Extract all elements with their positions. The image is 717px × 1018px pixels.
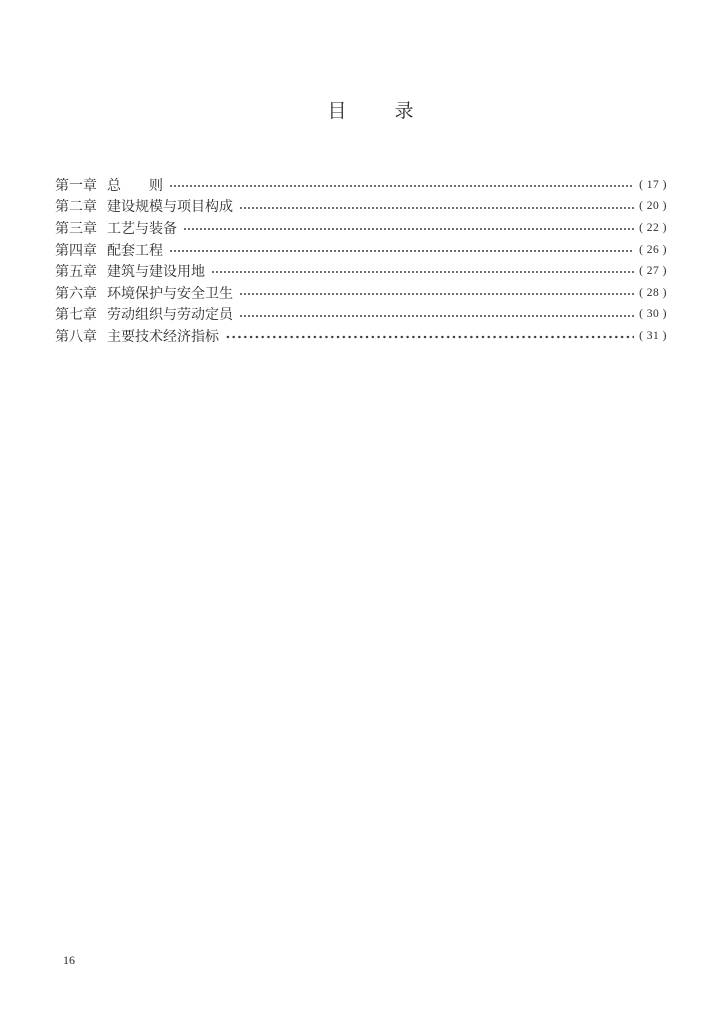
toc-entry-chapter-label: 第七章 <box>55 308 97 324</box>
toc-entry-page-number: ( 30 ) <box>639 308 667 321</box>
toc-entry <box>55 196 667 218</box>
dot-leader <box>239 196 634 218</box>
toc-entry-page-number: ( 22 ) <box>639 221 667 234</box>
toc-entry-chapter-label: 第二章 <box>55 200 97 216</box>
toc-entry-page-number: ( 27 ) <box>639 265 667 278</box>
dot-leader <box>239 282 634 304</box>
toc-entry-title: 主要技术经济指标 <box>107 329 219 345</box>
toc-entry-page-number: ( 26 ) <box>639 243 667 256</box>
toc-entry-chapter-label: 第四章 <box>55 243 97 259</box>
toc-title <box>12 101 717 122</box>
dot-leader <box>183 217 634 239</box>
toc-entry-page-number: ( 17 ) <box>639 178 667 191</box>
toc-entry <box>55 325 667 347</box>
toc-entry-title: 环境保护与安全卫生 <box>107 286 233 302</box>
toc-entry-chapter-label: 第三章 <box>55 221 97 237</box>
toc-entry-chapter-label: 第一章 <box>55 178 97 194</box>
toc-entry-chapter-label: 第五章 <box>55 265 97 281</box>
toc-entry <box>55 174 667 196</box>
toc-entry-page-number: ( 28 ) <box>639 286 667 299</box>
toc-entry-page-number: ( 20 ) <box>639 200 667 213</box>
toc-entry-title: 建设规模与项目构成 <box>107 200 233 216</box>
dot-leader <box>239 304 634 326</box>
toc-entry <box>55 260 667 282</box>
toc-entry-title: 配套工程 <box>107 243 163 259</box>
toc-entry-chapter-label: 第八章 <box>55 329 97 345</box>
toc-entry-chapter-label: 第六章 <box>55 286 97 302</box>
toc-entry-title: 总 则 <box>107 178 163 194</box>
toc-entry-title: 建筑与建设用地 <box>107 265 205 281</box>
toc-entry <box>55 239 667 261</box>
dot-leader <box>225 325 634 347</box>
dot-leader <box>169 239 634 261</box>
toc-entry <box>55 282 667 304</box>
toc-title-char-right: 录 <box>394 101 414 122</box>
page-number: 16 <box>63 953 75 967</box>
dot-leader <box>169 174 634 196</box>
toc-list <box>55 174 667 347</box>
toc-title-char-left: 目 <box>327 101 347 122</box>
toc-entry <box>55 304 667 326</box>
toc-entry <box>55 217 667 239</box>
toc-entry-title: 劳动组织与劳动定员 <box>107 308 233 324</box>
dot-leader <box>211 260 634 282</box>
toc-entry-page-number: ( 31 ) <box>639 329 667 342</box>
toc-entry-title: 工艺与装备 <box>107 221 177 237</box>
